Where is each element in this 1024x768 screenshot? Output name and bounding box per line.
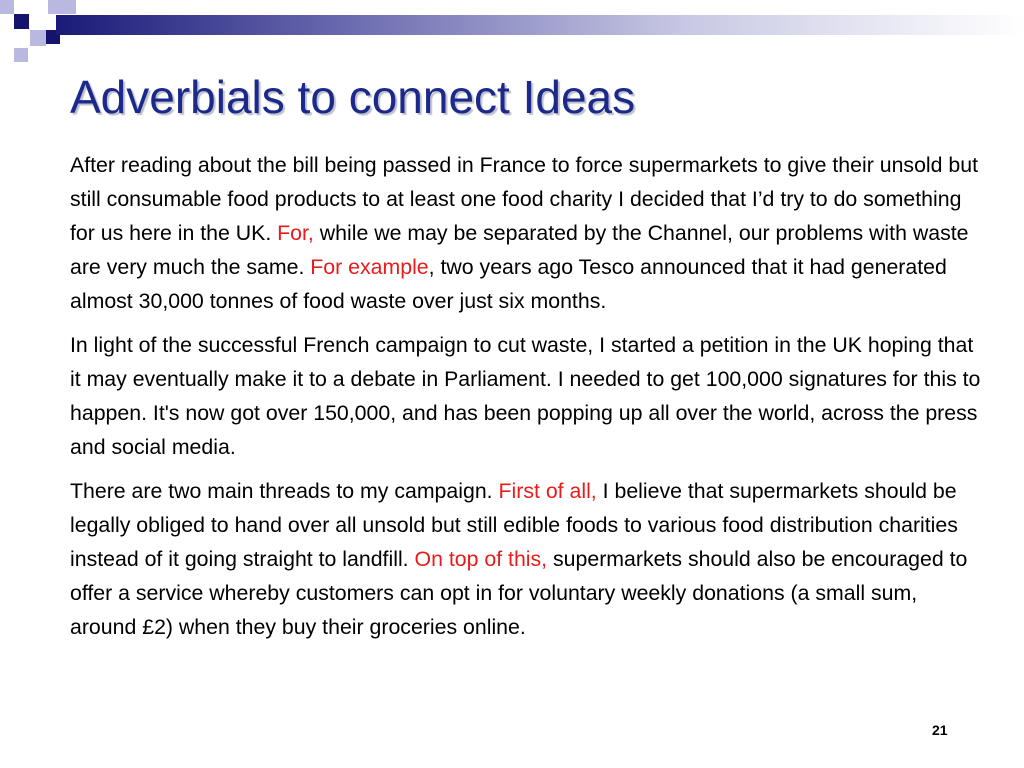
slide-title: Adverbials to connect Ideas [70, 71, 636, 123]
paragraph-text: supermarkets should also be encouraged to offer a service whereby customers can opt in for voluntary weekly donations (a small sum, around £2) when they buy their groceries online. [70, 547, 968, 639]
corner-square-decoration [14, 14, 29, 29]
corner-square-decoration [48, 0, 62, 14]
connective-adverbial: First of all, [498, 479, 597, 503]
body-paragraph [70, 328, 985, 464]
paragraph-text: In light of the successful French campaign to cut waste, I started a petition in the UK hoping that it may eventually make it to a debate in Parliament. I needed to get 100,000 signatures for this to happen. It's now got over 150,000, and has been popping up all over the world, across the press and social media. [70, 333, 981, 459]
connective-adverbial: For example [310, 255, 429, 279]
body-paragraph [70, 148, 985, 318]
connective-adverbial: On top of this, [414, 547, 548, 571]
body-paragraph [70, 474, 985, 644]
page-number: 21 [932, 722, 948, 738]
connective-adverbial: For, [277, 221, 314, 245]
paragraph-text: I believe that supermarkets should be legally obliged to hand over all unsold but still edible foods to various food distribution charities instead of it going straight to landfill. [70, 479, 958, 571]
paragraph-text: There are two main threads to my campaign. [70, 479, 499, 503]
paragraph-text: , two years ago Tesco announced that it had generated almost 30,000 tonnes of food waste over just six months. [70, 255, 947, 313]
corner-square-decoration [14, 48, 28, 62]
paragraph-text: After reading about the bill being passed in France to force supermarkets to give their unsold but still consumable food products to at least one food charity I decided that I’d try to do something for us here in the UK. [70, 153, 979, 245]
header-gradient-bar [56, 15, 1024, 35]
paragraph-text: while we may be separated by the Channel, our problems with waste are very much the same. [70, 221, 969, 279]
corner-square-decoration [30, 30, 46, 46]
corner-square-decoration [62, 0, 76, 14]
slide-body [70, 148, 985, 654]
corner-square-decoration [0, 0, 14, 14]
